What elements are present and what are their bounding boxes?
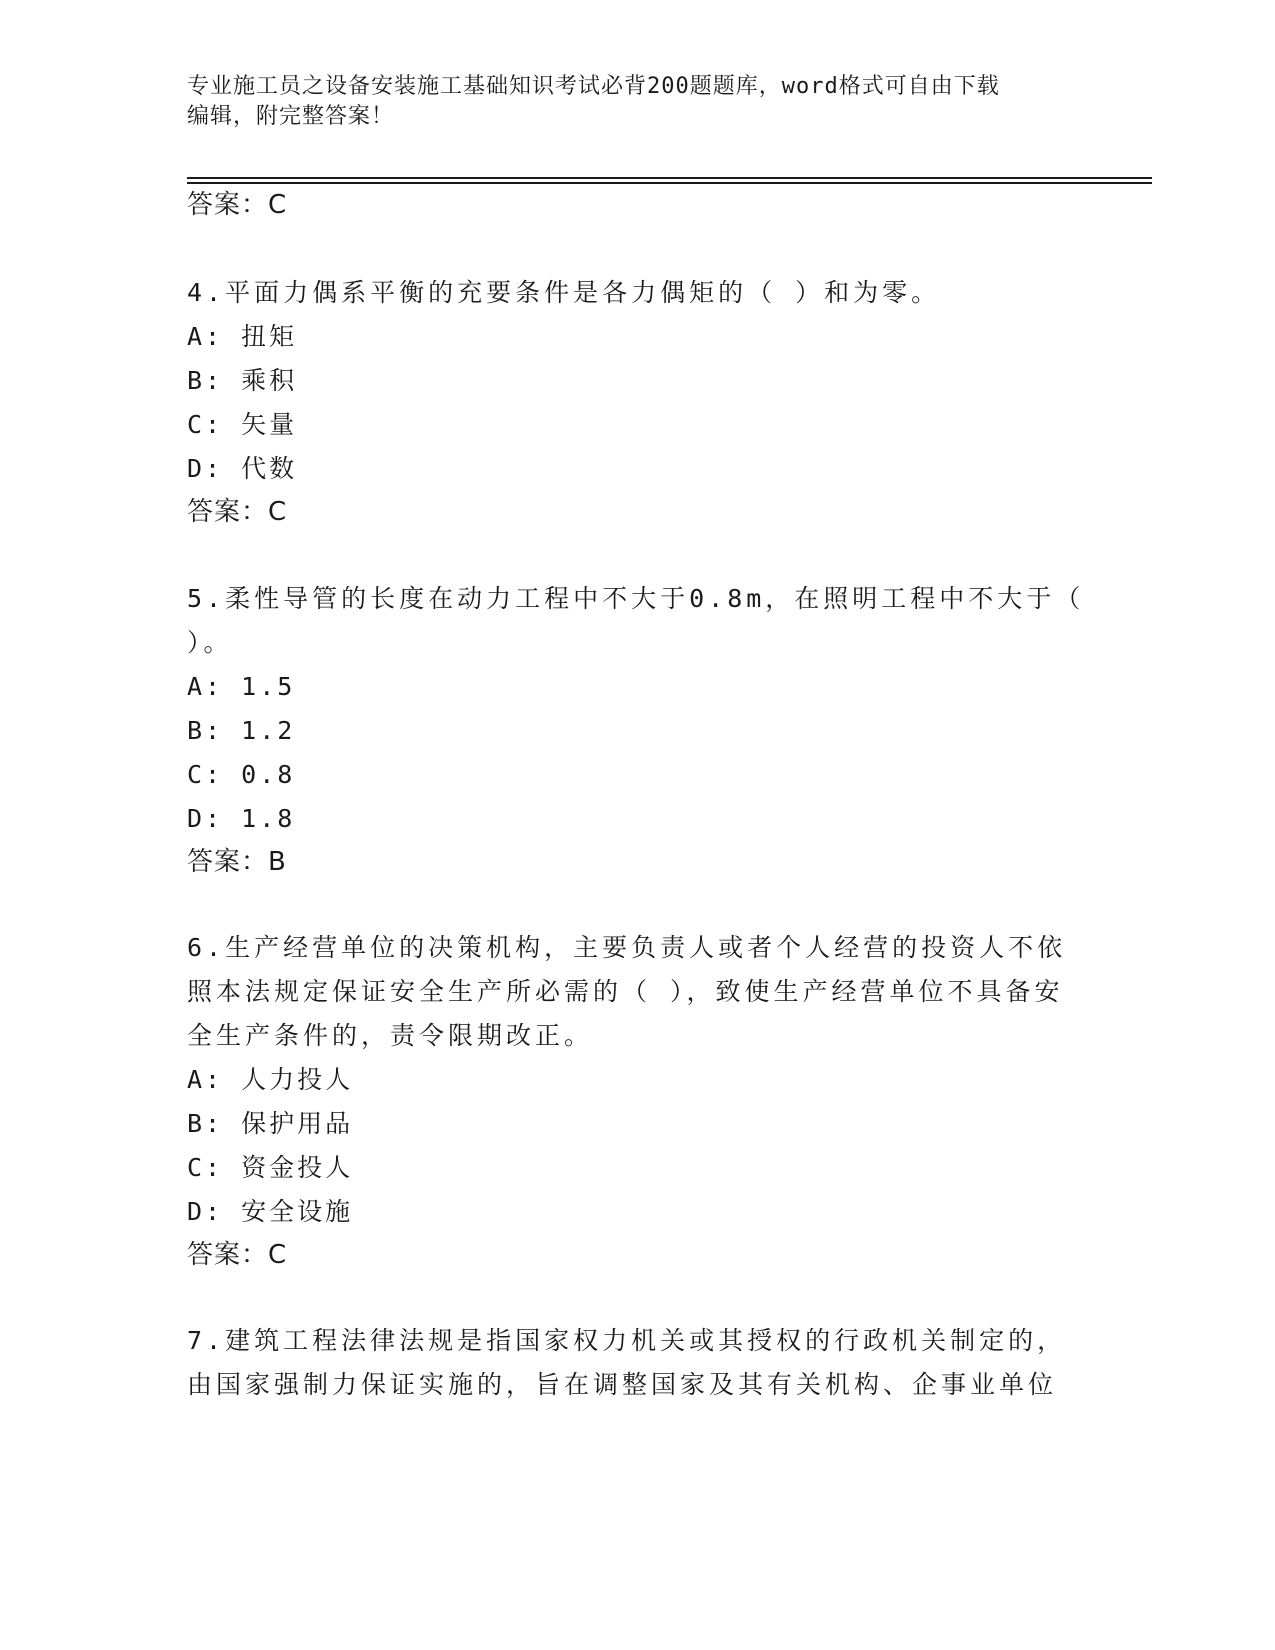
question-7-text-line-2: 由国家强制力保证实施的，旨在调整国家及其有关机构、企事业单位 — [187, 1370, 1058, 1399]
document-header — [187, 72, 1067, 132]
question-6-text-line-1: 6.生产经营单位的决策机构，主要负责人或者个人经营的投资人不依 — [187, 933, 1067, 962]
question-5-answer: 答案：B — [187, 847, 287, 877]
question-6-option-a: A: 人力投人 — [187, 1065, 354, 1094]
header-line-1: 专业施工员之设备安装施工基础知识考试必背200题题库，word格式可自由下载 — [187, 74, 1000, 99]
question-4-option-a: A: 扭矩 — [187, 322, 298, 351]
question-4-option-b: B: 乘积 — [187, 366, 298, 395]
question-6-option-c: C: 资金投人 — [187, 1153, 354, 1182]
question-6-answer: 答案：C — [187, 1240, 288, 1270]
question-6-text-line-2: 照本法规定保证安全生产所必需的（ ），致使生产经营单位不具备安 — [187, 977, 1064, 1006]
question-4-option-c: C: 矢量 — [187, 410, 298, 439]
question-7-text-line-1: 7.建筑工程法律法规是指国家权力机关或其授权的行政机关制定的， — [187, 1326, 1067, 1355]
question-6-option-b: B: 保护用品 — [187, 1109, 354, 1138]
question-5-option-d: D: 1.8 — [187, 804, 296, 833]
header-line-2: 编辑，附完整答案！ — [187, 104, 395, 129]
question-6-option-d: D: 安全设施 — [187, 1197, 354, 1226]
question-5-text-line-1: 5.柔性导管的长度在动力工程中不大于0.8m，在照明工程中不大于（ — [187, 584, 1085, 613]
question-6-text-line-3: 全生产条件的，责令限期改正。 — [187, 1021, 594, 1050]
question-5-option-b: B: 1.2 — [187, 716, 296, 745]
header-rule-bottom — [187, 182, 1152, 184]
header-rule-top — [187, 177, 1152, 179]
question-4-option-d: D: 代数 — [187, 454, 298, 483]
question-5-option-c: C: 0.8 — [187, 760, 296, 789]
question-5-text-line-2: ）。 — [187, 628, 233, 657]
question-5-option-a: A: 1.5 — [187, 672, 296, 701]
question-4-text: 4.平面力偶系平衡的充要条件是各力偶矩的（ ）和为零。 — [187, 278, 941, 307]
previous-answer: 答案：C — [187, 190, 288, 220]
question-4-answer: 答案：C — [187, 497, 288, 527]
